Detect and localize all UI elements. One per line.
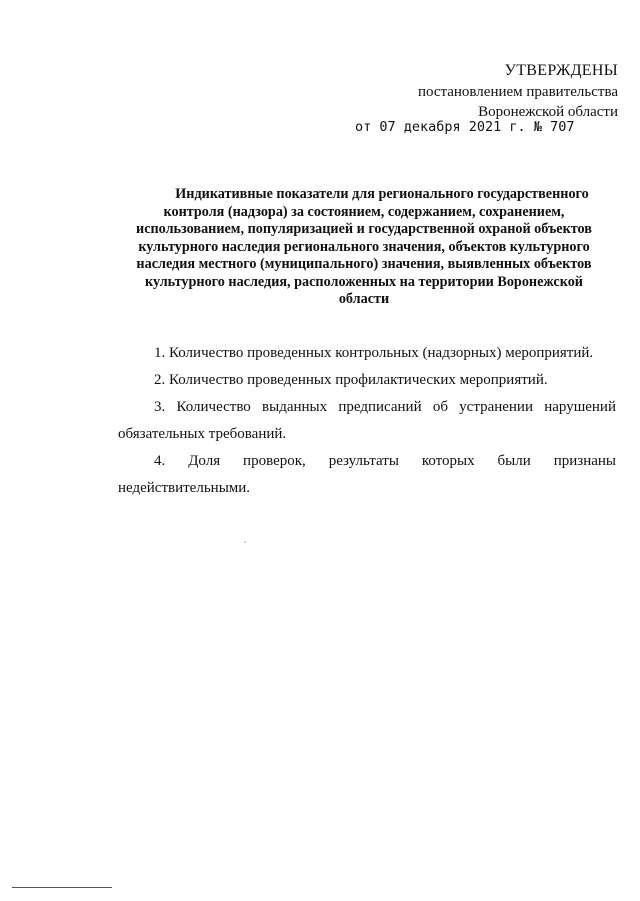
approval-date-line: от 07 декабря 2021 г. № 707 (355, 119, 575, 135)
approval-decree-line: постановлением правительства (417, 84, 618, 100)
list-item: 2. Количество проведенных профилактических мероприятий. (154, 372, 548, 388)
document-title (112, 186, 616, 309)
title-line: контроля (надзора) за состоянием, содержанием, сохранением, (163, 203, 565, 220)
scan-speck (244, 541, 246, 543)
footnote-divider (12, 887, 112, 888)
approval-block (288, 60, 618, 122)
approval-region-line: Воронежской области (478, 104, 618, 120)
title-line: наследия местного (муниципального) значения, выявленных объектов (136, 256, 592, 272)
list-item: 4. Доля проверок, результаты которых были признаны недействительными. (118, 453, 616, 496)
title-line: культурного наследия регионального значения, объектов культурного (138, 238, 590, 255)
title-line: использованием, популяризацией и государственной охраной объектов (136, 221, 592, 237)
indicator-list (118, 340, 616, 502)
list-item: 1. Количество проведенных контрольных (надзорных) мероприятий. (154, 345, 594, 361)
title-line: Индикативные показатели для регионального государственного (175, 186, 589, 202)
approval-title: УТВЕРЖДЕНЫ (504, 62, 618, 79)
list-item: 3. Количество выданных предписаний об устранении нарушений обязательных требований. (118, 399, 616, 442)
title-line: культурного наследия, расположенных на территории Воронежской (145, 273, 583, 290)
title-line: области (338, 291, 390, 307)
